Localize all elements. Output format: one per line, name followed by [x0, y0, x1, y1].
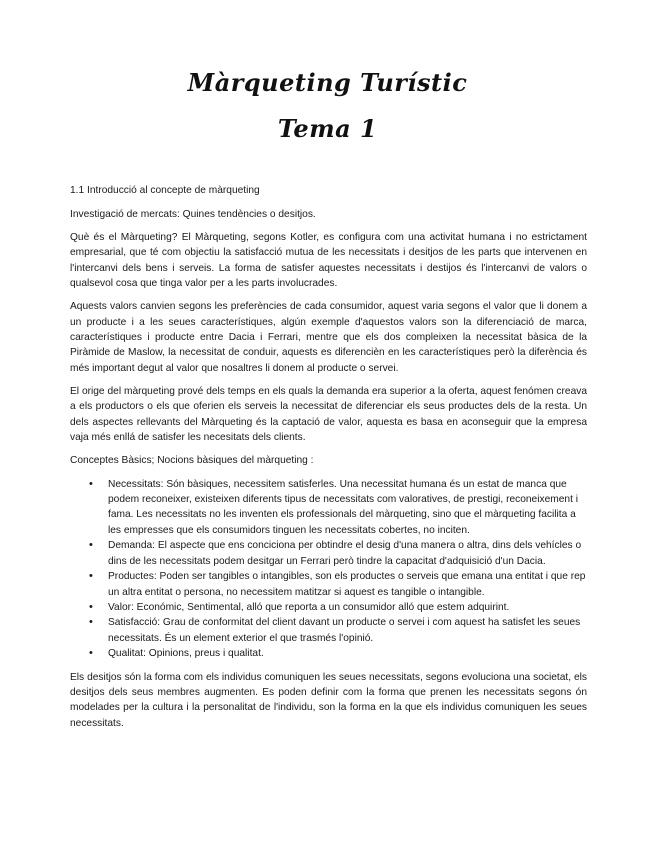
paragraph: Investigació de mercats: Quines tendències o desitjos.: [70, 208, 316, 220]
paragraph: Conceptes Bàsics; Nocions bàsiques del màrqueting :: [70, 455, 314, 467]
list-item: • Valor: Económic, Sentimental, alló que reporta a un consumidor alló que estem adquirint.: [108, 600, 587, 615]
list-item: • Productes: Poden ser tangibles o intangibles, son els productes o serveis que emana una entitat i que rep un altra entitat o persona, no necessitem matitzar si aquest es tangible o intangible.: [108, 569, 587, 600]
document-subtitle: Tema 1: [277, 114, 378, 143]
document-title: Màrqueting Turístic: [187, 68, 468, 97]
paragraph: El orige del màrqueting prové dels temps en els quals la demanda era superior a la oferta, aquest fenómen creava a els productors o els que oferien els serveis la necessitat de diferenciar els seus productes dels de la resta. Un dels aspectes rellevants del Màrqueting és la captació de valor, aquesta es basa en aconseguir que la empresa vaja més enllá de satisfer les necesitats dels clients.: [70, 386, 587, 444]
document-body: [70, 183, 587, 739]
paragraph: Què és el Màrqueting? El Màrqueting, segons Kotler, es configura com una activitat humana i no estrictament empresarial, que té com objectiu la satisfacció mutua de les necessitats i desitjos de les parts que intervenen en l'intercanvi dels bens i serveis. La forma de satisfer aquestes necessitats i destijos és l'intercanvi de valors o qualsevol cosa que tinga valor per a les parts involucrades.: [70, 231, 587, 290]
list-item: • Qualitat: Opinions, preus i qualitat.: [108, 646, 587, 661]
list-item: • Necessitats: Són bàsiques, necessitem satisferles. Una necessitat humana és un estat de manca que podem reconeixer, existeixen diferents tipus de necessitats com valoratives, de prestigi, reconeixement i fama. Les necessitats no les inventen els professionals del màrqueting, sino que el màrqueting facilita a les empresses que els consumidors tinguen les necessitats cobertes, no inciten.: [108, 477, 587, 539]
paragraph: Aquests valors canvien segons les preferències de cada consumidor, aquest varia segons el valor que li donem a un producte i a les seues característiques, algún exemple d'aquestos valors son la diferenciació de marca, característiques i producte entre Dacia i Ferrari, mentre que els dos compleixen la necessitat bàsica de la Piràmide de Maslow, la necessitat de conduir, aquests es diferencièn en les característiques però la diferència és més important degut al valor que nosaltres li donem al producte o servei.: [70, 301, 587, 374]
list-item: • Satisfacció: Grau de conformitat del client davant un producte o servei i com aquest ha satisfet les seues necessitats. És un element exterior el que trasmés l'opinió.: [108, 615, 587, 646]
bullet-list: [70, 477, 587, 662]
section-heading: 1.1 Introducció al concepte de màrqueting: [70, 185, 260, 196]
list-item: • Demanda: El aspecte que ens conciciona per obtindre el desig d'una manera o altra, dins dels vehícles o dins de les necessitats podem desitgar un Ferrari però tindre la capacitat d'adquisició d'un Dacia.: [108, 538, 587, 569]
closing-paragraph: Els desitjos són la forma com els individus comuniquen les seues necessitats, segons evoluciona una societat, els desitjos dels seus membres augmenten. Es poden definir com la forma que prenen les necessitats segons ón modelades per la cultura i la personalitat de l'individu, son la forma en la que els individus comuniquen les seues necessitats.: [70, 671, 587, 729]
